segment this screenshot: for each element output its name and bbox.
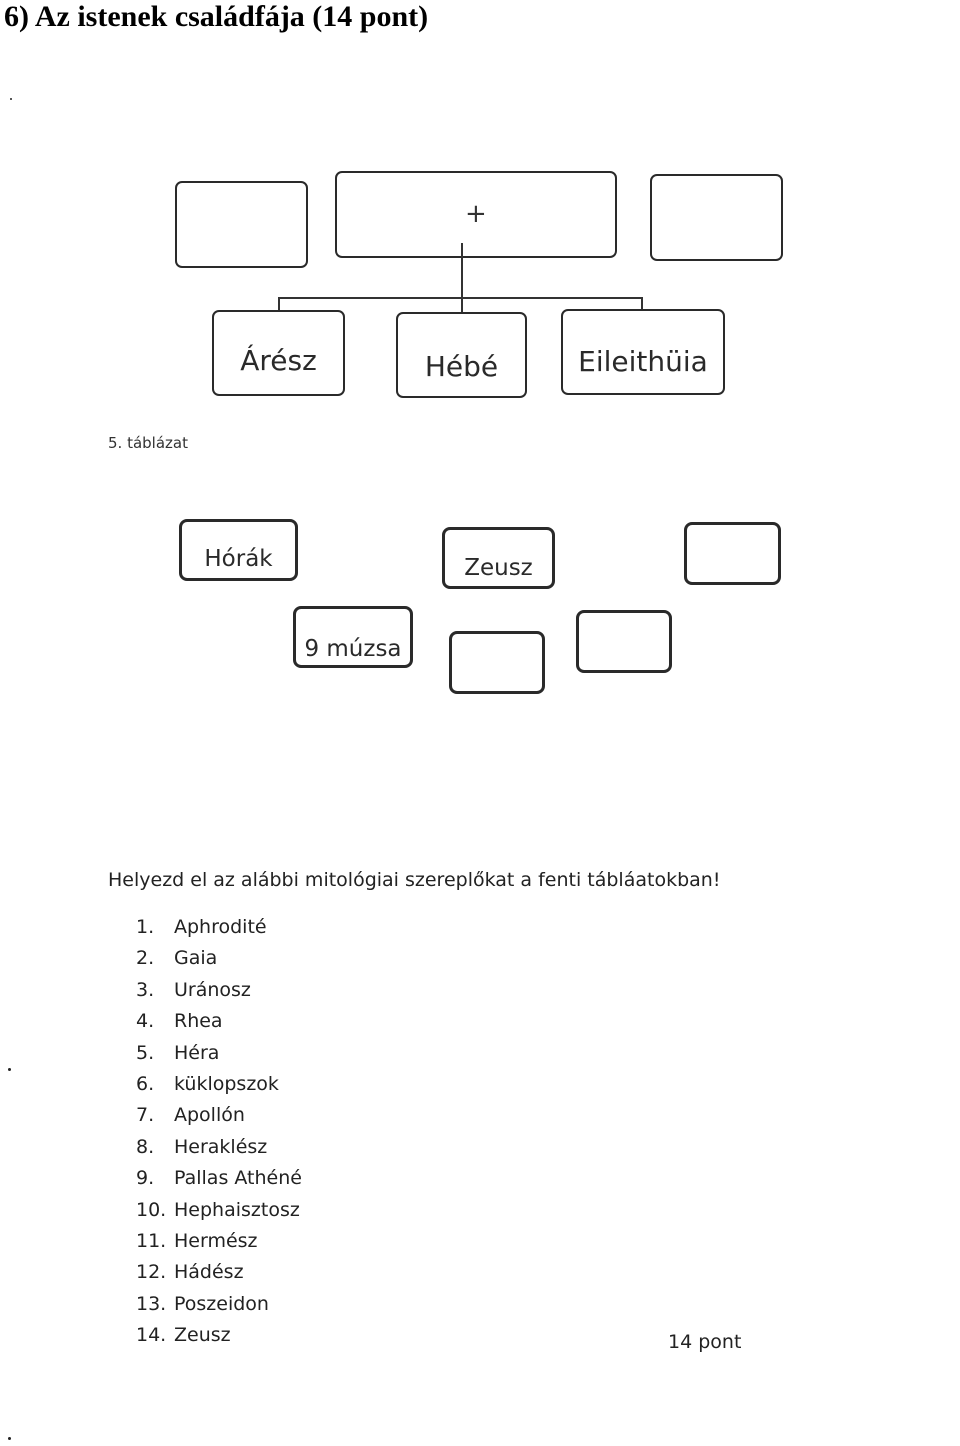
item-name: Zeusz bbox=[174, 1324, 231, 1347]
item-name: Gaia bbox=[174, 947, 218, 970]
child-label-aresz: Árész bbox=[240, 344, 317, 377]
tree-drop-right bbox=[641, 297, 643, 309]
box-zeusz[interactable] bbox=[442, 527, 555, 589]
child-box-eileithuia[interactable] bbox=[561, 309, 725, 395]
instruction-text: Helyezd el az alábbi mitológiai szereplőkat a fenti tábláatokban! bbox=[108, 869, 721, 891]
box-horak[interactable] bbox=[179, 519, 298, 581]
parent-box-left[interactable] bbox=[175, 181, 308, 268]
item-number: 10. bbox=[136, 1198, 167, 1221]
list-item bbox=[136, 1291, 302, 1322]
item-name: Heraklész bbox=[174, 1135, 268, 1158]
item-number: 9. bbox=[136, 1167, 155, 1190]
list-item bbox=[136, 1071, 302, 1102]
item-name: küklopszok bbox=[174, 1072, 279, 1095]
scan-speck bbox=[8, 1437, 11, 1440]
child-box-hebe[interactable] bbox=[396, 312, 527, 398]
box-muzsa[interactable] bbox=[293, 606, 413, 668]
list-item bbox=[136, 1322, 302, 1353]
item-number: 3. bbox=[136, 978, 155, 1001]
empty-box-right-bottom[interactable] bbox=[576, 610, 672, 673]
item-number: 14. bbox=[136, 1324, 167, 1347]
parent-box-center[interactable] bbox=[335, 171, 617, 258]
item-number: 6. bbox=[136, 1072, 155, 1095]
item-name: Poszeidon bbox=[174, 1292, 269, 1315]
item-number: 2. bbox=[136, 947, 155, 970]
list-item bbox=[136, 914, 302, 945]
item-number: 5. bbox=[136, 1041, 155, 1064]
item-name: Aphrodité bbox=[174, 916, 267, 938]
list-item bbox=[136, 1102, 302, 1133]
child-label-hebe: Hébé bbox=[424, 350, 499, 383]
item-name: Héra bbox=[174, 1041, 220, 1064]
list-item bbox=[136, 945, 302, 976]
item-number: 7. bbox=[136, 1104, 155, 1127]
points-label: 14 pont bbox=[668, 1331, 742, 1353]
list-item bbox=[136, 1040, 302, 1071]
item-number: 4. bbox=[136, 1010, 155, 1033]
label-muzsa: 9 múzsa bbox=[304, 636, 402, 662]
plus-sign: + bbox=[465, 199, 487, 229]
tree-trunk-line bbox=[461, 243, 463, 299]
label-zeusz: Zeusz bbox=[464, 555, 533, 581]
scan-speck bbox=[8, 1068, 11, 1071]
item-number: 12. bbox=[136, 1261, 167, 1284]
list-item bbox=[136, 977, 302, 1008]
tree-drop-center bbox=[461, 297, 463, 313]
item-number: 8. bbox=[136, 1135, 155, 1158]
list-item bbox=[136, 1165, 302, 1196]
child-box-aresz[interactable] bbox=[212, 310, 345, 396]
character-list bbox=[136, 914, 302, 1353]
item-name: Apollón bbox=[174, 1104, 245, 1127]
list-item bbox=[136, 1008, 302, 1039]
item-name: Rhea bbox=[174, 1010, 223, 1033]
scan-speck bbox=[10, 98, 12, 100]
child-label-eileithuia: Eileithüia bbox=[578, 345, 708, 378]
item-name: Hádész bbox=[174, 1261, 244, 1284]
item-name: Uránosz bbox=[174, 978, 251, 1001]
label-horak: Hórák bbox=[204, 546, 273, 572]
list-item bbox=[136, 1197, 302, 1228]
list-item bbox=[136, 1259, 302, 1290]
item-number: 13. bbox=[136, 1292, 167, 1315]
list-item bbox=[136, 1228, 302, 1259]
page-title: 6) Az istenek családfája (14 pont) bbox=[4, 0, 429, 33]
empty-box-center-bottom[interactable] bbox=[449, 631, 545, 694]
parent-box-right[interactable] bbox=[650, 174, 783, 261]
tree-drop-left bbox=[278, 297, 280, 310]
item-name: Hephaisztosz bbox=[174, 1198, 300, 1221]
item-number: 11. bbox=[136, 1229, 167, 1252]
empty-box-right-top[interactable] bbox=[684, 522, 781, 585]
item-name: Pallas Athéné bbox=[174, 1167, 302, 1190]
item-number: 1. bbox=[136, 916, 155, 938]
list-item bbox=[136, 1134, 302, 1165]
item-name: Hermész bbox=[174, 1229, 258, 1252]
table-caption: 5. táblázat bbox=[108, 434, 188, 452]
